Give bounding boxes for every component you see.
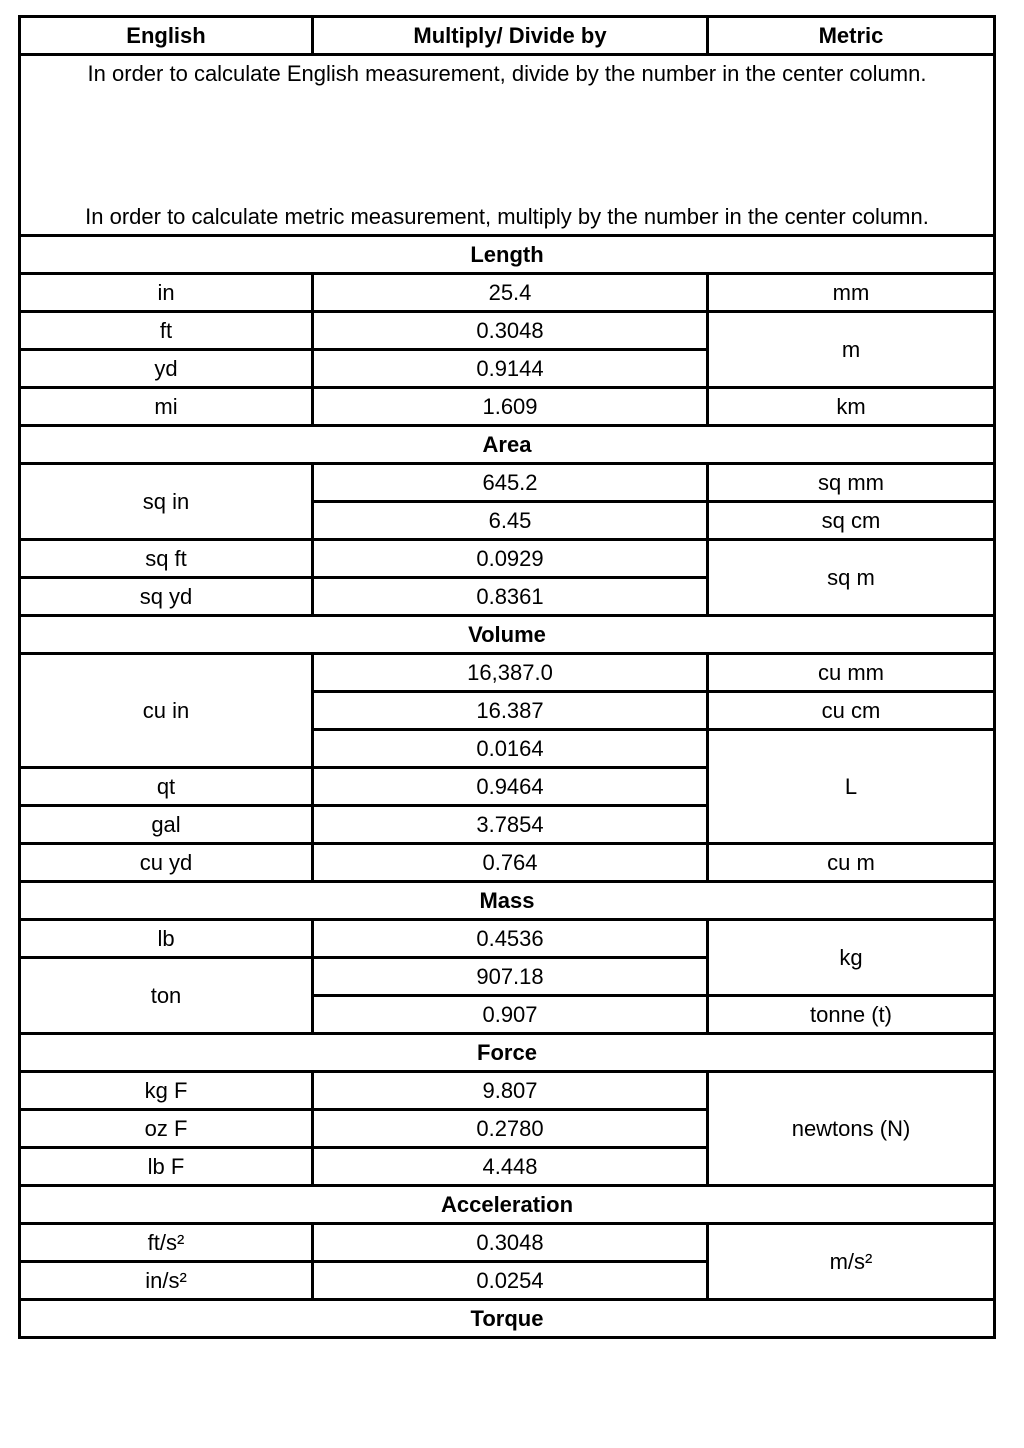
- factor-value: 0.4536: [313, 920, 708, 958]
- header-metric: Metric: [708, 17, 995, 55]
- english-unit: lb: [20, 920, 313, 958]
- factor-value: 6.45: [313, 502, 708, 540]
- section-torque: [20, 1300, 995, 1338]
- english-unit: mi: [20, 388, 313, 426]
- english-unit: ton: [20, 958, 313, 1034]
- factor-value: 0.0254: [313, 1262, 708, 1300]
- note-metric: In order to calculate metric measurement, multiply by the number in the center column.: [85, 204, 929, 229]
- metric-unit: sq cm: [708, 502, 995, 540]
- section-area: [20, 426, 995, 464]
- metric-unit: m: [708, 312, 995, 388]
- table-row: [20, 844, 995, 882]
- factor-value: 0.0164: [313, 730, 708, 768]
- english-unit: in: [20, 274, 313, 312]
- instructions-cell: [20, 55, 995, 236]
- section-title: Torque: [20, 1300, 995, 1338]
- english-unit: cu yd: [20, 844, 313, 882]
- metric-unit: cu m: [708, 844, 995, 882]
- section-title: Length: [20, 236, 995, 274]
- metric-unit: cu cm: [708, 692, 995, 730]
- section-force: [20, 1034, 995, 1072]
- factor-value: 0.3048: [313, 312, 708, 350]
- factor-value: 0.907: [313, 996, 708, 1034]
- english-unit: yd: [20, 350, 313, 388]
- factor-value: 9.807: [313, 1072, 708, 1110]
- factor-value: 0.0929: [313, 540, 708, 578]
- metric-unit: sq m: [708, 540, 995, 616]
- english-unit: cu in: [20, 654, 313, 768]
- table-row: [20, 920, 995, 958]
- factor-value: 0.8361: [313, 578, 708, 616]
- header-factor: Multiply/ Divide by: [313, 17, 708, 55]
- table-row: [20, 388, 995, 426]
- factor-value: 4.448: [313, 1148, 708, 1186]
- metric-unit: newtons (N): [708, 1072, 995, 1186]
- table-row: [20, 312, 995, 350]
- english-unit: kg F: [20, 1072, 313, 1110]
- section-volume: [20, 616, 995, 654]
- english-unit: lb F: [20, 1148, 313, 1186]
- section-length: [20, 236, 995, 274]
- header-english: English: [20, 17, 313, 55]
- english-unit: in/s²: [20, 1262, 313, 1300]
- table-row: [20, 274, 995, 312]
- metric-unit: sq mm: [708, 464, 995, 502]
- metric-unit: km: [708, 388, 995, 426]
- english-unit: gal: [20, 806, 313, 844]
- factor-value: 16,387.0: [313, 654, 708, 692]
- metric-unit: mm: [708, 274, 995, 312]
- header-row: [20, 17, 995, 55]
- metric-unit: cu mm: [708, 654, 995, 692]
- note-english: In order to calculate English measurement, divide by the number in the center column.: [87, 61, 927, 86]
- factor-value: 1.609: [313, 388, 708, 426]
- english-unit: sq yd: [20, 578, 313, 616]
- factor-value: 0.2780: [313, 1110, 708, 1148]
- table-row: [20, 464, 995, 502]
- section-title: Force: [20, 1034, 995, 1072]
- factor-value: 0.9144: [313, 350, 708, 388]
- metric-unit: m/s²: [708, 1224, 995, 1300]
- conversion-table: [18, 15, 996, 1339]
- factor-value: 907.18: [313, 958, 708, 996]
- metric-unit: L: [708, 730, 995, 844]
- factor-value: 645.2: [313, 464, 708, 502]
- section-title: Acceleration: [20, 1186, 995, 1224]
- factor-value: 0.3048: [313, 1224, 708, 1262]
- section-title: Area: [20, 426, 995, 464]
- factor-value: 25.4: [313, 274, 708, 312]
- section-title: Mass: [20, 882, 995, 920]
- instructions-row: [20, 55, 995, 236]
- english-unit: ft/s²: [20, 1224, 313, 1262]
- factor-value: 0.9464: [313, 768, 708, 806]
- english-unit: sq ft: [20, 540, 313, 578]
- factor-value: 16.387: [313, 692, 708, 730]
- table-row: [20, 540, 995, 578]
- table-row: [20, 1224, 995, 1262]
- table-row: [20, 1072, 995, 1110]
- section-acceleration: [20, 1186, 995, 1224]
- english-unit: sq in: [20, 464, 313, 540]
- factor-value: 3.7854: [313, 806, 708, 844]
- section-mass: [20, 882, 995, 920]
- metric-unit: tonne (t): [708, 996, 995, 1034]
- english-unit: oz F: [20, 1110, 313, 1148]
- english-unit: qt: [20, 768, 313, 806]
- english-unit: ft: [20, 312, 313, 350]
- section-title: Volume: [20, 616, 995, 654]
- table-row: [20, 654, 995, 692]
- factor-value: 0.764: [313, 844, 708, 882]
- metric-unit: kg: [708, 920, 995, 996]
